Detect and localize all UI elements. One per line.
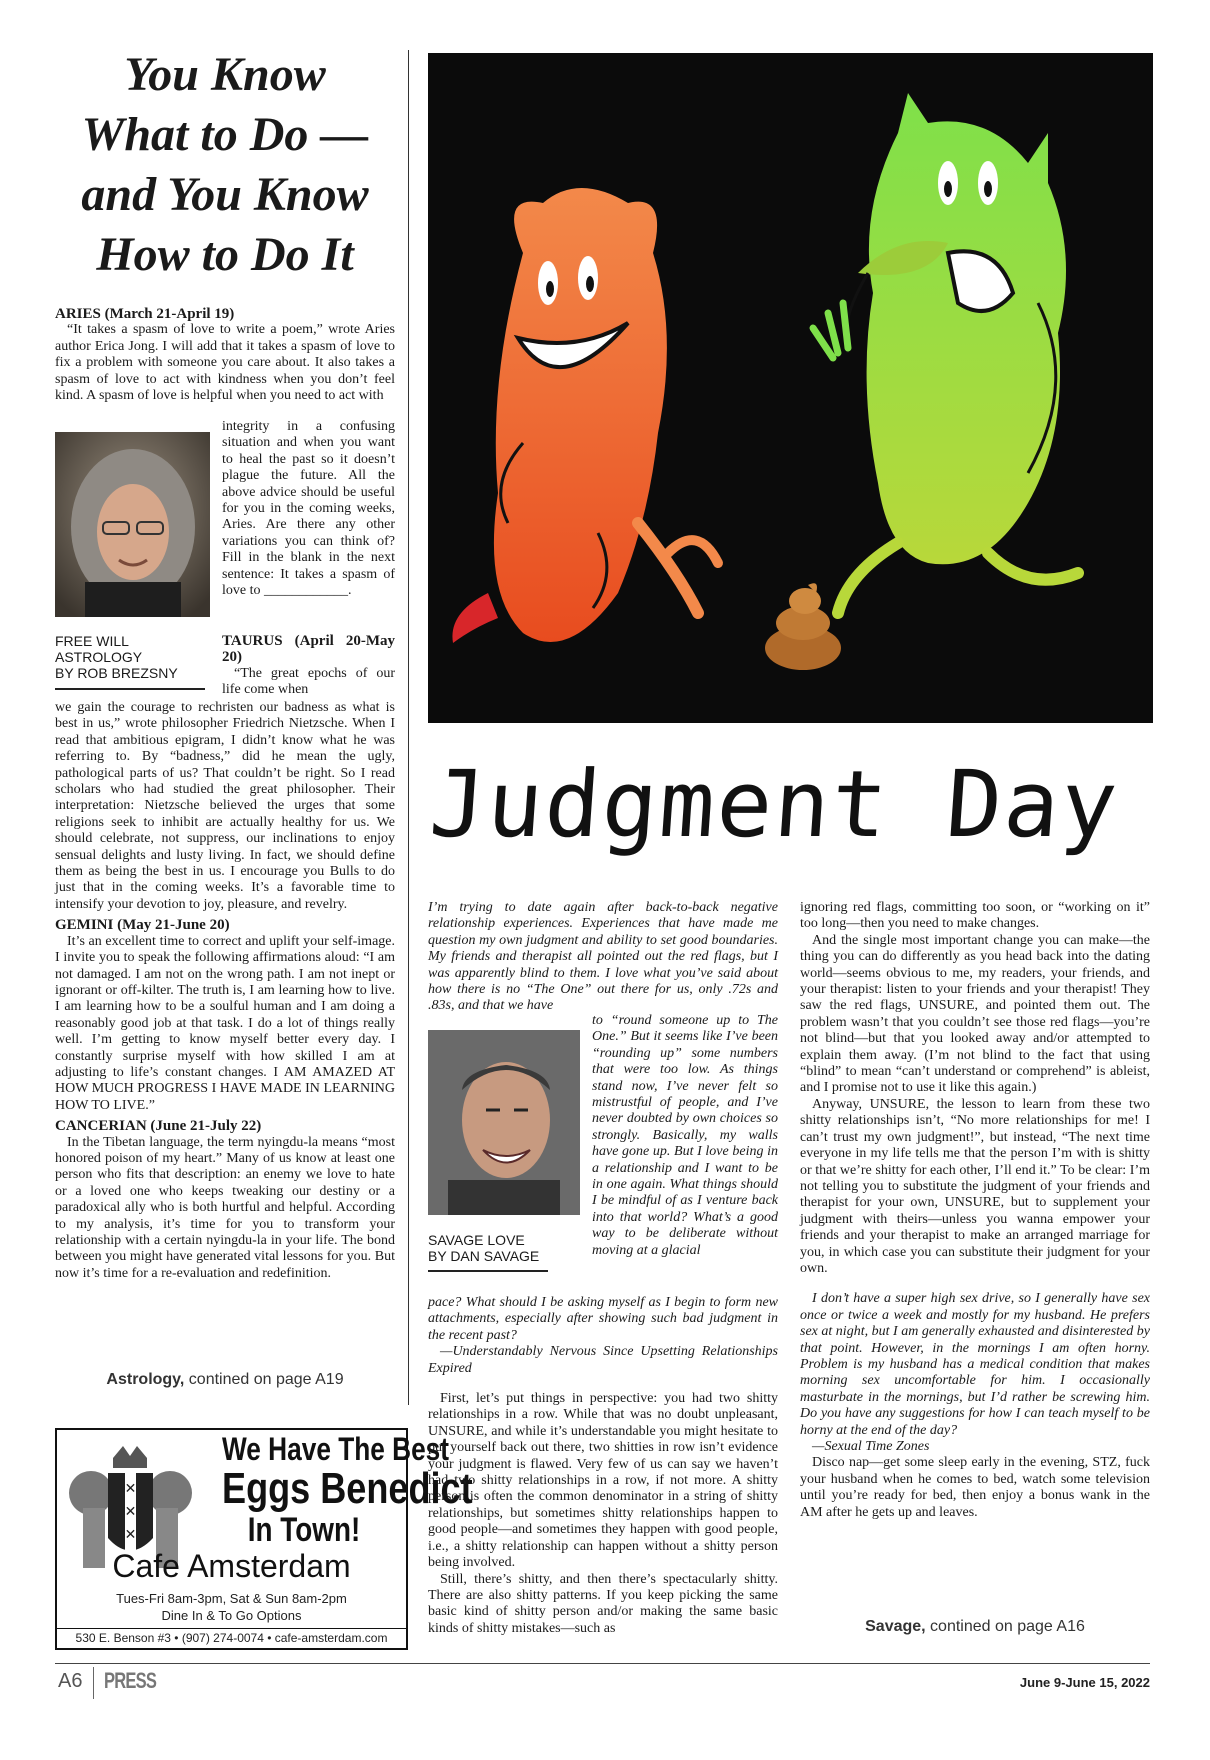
byline-line: ASTROLOGY bbox=[55, 649, 143, 665]
ad-divider bbox=[57, 1628, 406, 1629]
savage-title-text: Judgment Day bbox=[426, 751, 1123, 858]
footer-separator bbox=[93, 1667, 94, 1699]
ad-headline-2: Eggs Benedict bbox=[222, 1464, 473, 1513]
letter2: I don’t have a super high sex drive, so I generally have sex once or twice a week and mostly for my husband. He prefers sex at night, but I am generally exhausted and disinterested by that point. However, in the mornings I am often horny. Problem is my husband has a medical condition that makes morning sex uncomfortable for him. I occasionally masturbate in the mornings, but I’d rather be screwing him. Do you have any suggestions for how I can teach myself to be horny at the end of the day? bbox=[800, 1291, 1150, 1438]
cancer-heading: CANCERIAN (June 21-July 22) bbox=[55, 1118, 262, 1135]
aries-text-2: integrity in a confusing situation and when you want to heal the past so it doesn’t plague the future. All the above advice should be useful for you in the coming weeks, Aries. Are there any other variations you can think of? Fill in the blank in the next sentence: It takes a spasm of love to ____________. bbox=[222, 419, 395, 599]
svg-text:✕: ✕ bbox=[124, 1504, 137, 1520]
byline-line: BY DAN SAVAGE bbox=[428, 1248, 540, 1264]
ad-hours: Tues-Fri 8am-3pm, Sat & Sun 8am-2pm bbox=[116, 1591, 347, 1606]
aries-heading: ARIES (March 21-April 19) bbox=[55, 306, 235, 322]
answer1-c: ignoring red flags, committing too soon, or “working on it” too long—then you need to make changes. bbox=[800, 900, 1150, 932]
byline-rule bbox=[55, 688, 205, 690]
astrology-continued bbox=[55, 1371, 395, 1389]
astrology-column bbox=[55, 45, 395, 285]
svg-text:✕: ✕ bbox=[124, 1481, 137, 1497]
ad-contact[interactable]: 530 E. Benson #3 • (907) 274-0074 • cafe-amsterdam.com bbox=[75, 1631, 388, 1645]
gemini-text: It’s an excellent time to correct and uplift your self-image. I invite you to speak the following affirmations aloud: “I am not damaged. I am not on the wrong path. I am not inept or ignorant or off-kilter. The truth is, I am learning how to live. I am learning how to be a soulful human and I am doing a reasonably good job at that task. I do a lot of things really well. I’m getting to know myself better every day. I constantly surprise myself with how skilled I am at adjusting to life’s constant changes. I AM AMAZED AT HOW MUCH PROGRESS I HAVE MADE IN LEARNING HOW TO LIVE.” bbox=[55, 933, 395, 1113]
letter1-a: I’m trying to date again after back-to-back negative relationship experiences. Experiences that have made me question my own judgment and ability to set good boundaries. My friends and therapist all pointed out the red flags, but I was apparently blind to them. I love what you’ve said about how there is no “The One” out there for us, only .72s and .83s, and that we have bbox=[428, 900, 778, 1014]
answer1-b: Still, there’s shitty, and then there’s spectacularly shitty. There are also shitty patterns. If you keep picking the same basic kind of shitty person and/or making the same basic kinds of shitty mistakes—such as bbox=[428, 1571, 778, 1636]
letter1-signature: —Understandably Nervous Since Upsetting Relationships Expired bbox=[428, 1344, 778, 1376]
continued-bold: Savage, bbox=[865, 1618, 926, 1635]
ad-info bbox=[57, 1590, 406, 1624]
savage-column-b bbox=[800, 900, 1150, 1521]
taurus-text-2: we gain the courage to rechristen our badness as what is best in us,” wrote philosopher Friedrich Nietzsche. When I read that ambitious epigram, I didn’t know what he was referring to. By “badness,” did he mean the ugly, pathological parts of us? That couldn’t be right. So I read scholars who had studied the great philosopher. Their interpretation: Nietzsche believed the urges that some religions seek to inhibit are actually healthy for us. We should celebrate, not suppress, our inclinations to enjoy sensual delights and lusty living. In fact, we should define them as being the best in us. I encourage you Bulls to do just that in the coming weeks. It’s a favorable time to intensify your devotion to joy, pleasure, and revelry. bbox=[55, 700, 395, 912]
ad-headline bbox=[222, 1431, 473, 1549]
cancer-text: In the Tibetan language, the term nyingdu-la means “most honored poison of my heart.” Many of us know at least one person who fits that description: an enemy we love to hate or a loved one who keeps tweaking our destiny or a paradoxical ally who is both hurtful and helpful. According to my analysis, it’s time for you to transform your relationship with a certain nyingdu-la in your life. The bond between you might have generated vital lessons for you. But now it’s time for a re-evaluation and redefinition. bbox=[55, 1134, 395, 1281]
byline-line: BY ROB BREZSNY bbox=[55, 665, 178, 681]
footer-rule bbox=[55, 1663, 1150, 1664]
aries-text-1: “It takes a spasm of love to write a poem,” wrote Aries author Erica Jong. I will add that it takes a spasm of love to fix a problem with someone you care about. It also takes a spasm of love to act with kindness when you don’t feel kind. A spasm of love is helpful when you need to act with bbox=[55, 322, 395, 404]
taurus-text-1: “The great epochs of our life come when bbox=[222, 665, 395, 698]
aries-section bbox=[55, 302, 395, 404]
ad-headline-1: We Have The Best bbox=[222, 1431, 450, 1467]
astrology-lower bbox=[55, 700, 395, 1282]
rob-brezsny-photo bbox=[55, 432, 210, 617]
ad-service: Dine In & To Go Options bbox=[161, 1608, 302, 1623]
headline-line: How to Do It bbox=[96, 228, 354, 281]
astrology-byline bbox=[55, 633, 205, 681]
page-number: A6 bbox=[58, 1670, 83, 1692]
answer1-d: And the single most important change you can make—the thing you can do differently as you head back into the dating world—seems obvious to me, my readers, your friends, and your therapist: listen to your friends and your therapist! They saw the red flags, UNSURE, and pointed them out. The problem wasn’t that you couldn’t see those red flags—you’re not blind—but that you looked away and/or attempted to explain them away. (I’m not blind to the fact that using “blind” to mean “can’t understand or comprehend” is ableist, and I promise not to use it like this again.) bbox=[800, 932, 1150, 1096]
savage-column-a-lower bbox=[428, 1295, 778, 1637]
byline-rule bbox=[428, 1270, 548, 1272]
headline-line: What to Do — bbox=[81, 108, 369, 161]
letter1-c: pace? What should I be asking myself as I begin to form new attachments, especially after showing such bad judgment in the recent past? bbox=[428, 1295, 778, 1343]
byline-line: SAVAGE LOVE bbox=[428, 1232, 525, 1248]
savage-continued bbox=[800, 1618, 1150, 1636]
svg-text:✕: ✕ bbox=[124, 1527, 137, 1543]
letter2-signature: —Sexual Time Zones bbox=[812, 1439, 930, 1454]
dan-savage-photo bbox=[428, 1030, 580, 1215]
astrology-headline bbox=[55, 45, 395, 285]
continued-rest: contined on page A16 bbox=[925, 1618, 1085, 1635]
press-logo: PRESS bbox=[104, 1668, 157, 1693]
column-divider bbox=[408, 50, 409, 1405]
savage-title bbox=[426, 745, 1160, 885]
headline-line: You Know bbox=[124, 48, 326, 101]
continued-bold: Astrology, bbox=[106, 1371, 185, 1388]
letter1-b: to “round someone up to The One.” But it seems like I’ve been “rounding up” some numbers that were too low. As things stand now, I’ve never felt so mistrustful of people, and I’ve never doubted by own choices so strongly. Basically, my walls have gone up. But I love being in a relationship and I want to be in one again. What things should I be mindful of as I venture back into that world? What’s a good way to be deliberate without moving at a glacial bbox=[592, 1013, 778, 1258]
ad-headline-3: In Town! bbox=[247, 1511, 361, 1549]
answer1-a: First, let’s put things in perspective: you had two shitty relationships in a row. While that was no doubt unpleasant, UNSURE, and while it’s understandable you might hesitate to put yourself back out there, two shitties in row isn’t evidence your judgment is flawed. Very few of us can say we haven’t had two shitty relationships in a row, if not more. A shitty person is often the common denominator in a string of shitty relationships, but sometimes shitty relationships happen to good people—and sometimes they happen with good people, i.e., a shitty relationship can happen without a shitty person being involved. bbox=[428, 1391, 778, 1571]
taurus-heading: TAURUS (April 20-May 20) bbox=[222, 633, 395, 666]
ad-cafe-name: Cafe Amsterdam bbox=[112, 1548, 351, 1584]
answer1-e: Anyway, UNSURE, the lesson to learn from these two shitty relationships isn’t, “No more relationships for me! I can’t trust my own judgment!”, but instead, “The next time everyone in my life tells me that the person I’m with is shitty or that we’re shitty for each other, I’ll end it.” To be clear: I’m not telling you to substitute the judgment of your friends and therapist for your own, UNSURE, but to supplement your judgment with theirs—unless you wanna empower your friends and your therapist to make an arranged marriage for you, in which case you can substitute their judgment for your own. bbox=[800, 1096, 1150, 1276]
issue-date: June 9-June 15, 2022 bbox=[1019, 1675, 1150, 1690]
gemini-heading: GEMINI (May 21-June 20) bbox=[55, 917, 230, 934]
continued-rest: contined on page A19 bbox=[184, 1371, 344, 1388]
cafe-amsterdam-ad[interactable] bbox=[55, 1428, 473, 1650]
answer2: Disco nap—get some sleep early in the evening, STZ, fuck your husband when he comes to bed, watch some television until you’re ready for bed, then enjoy a bonus wank in the AM after he gets up and leaves. bbox=[800, 1455, 1150, 1520]
byline-line: FREE WILL bbox=[55, 633, 129, 649]
taurus-section-a bbox=[222, 633, 395, 699]
headline-line: and You Know bbox=[81, 168, 369, 221]
savage-byline bbox=[428, 1232, 578, 1264]
judgment-day-illustration bbox=[428, 53, 1153, 723]
